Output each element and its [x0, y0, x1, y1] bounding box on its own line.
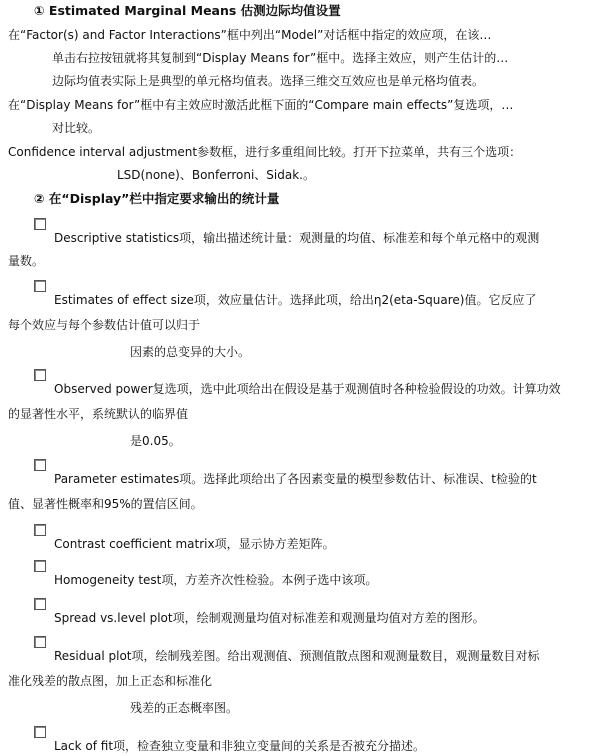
checkbox-homogeneity-test[interactable]: [34, 560, 46, 572]
option-description: Estimates of effect size项，效应量估计。选择此项，给出η2(eta-Square)值。它反应了: [54, 293, 537, 307]
paragraph-line: Confidence interval adjustment参数框，进行多重组间比较。打开下拉菜单，共有三个选项：: [8, 145, 522, 159]
option-description: Descriptive statistics项，输出描述统计量：观测量的均值、标准差和每个单元格中的观测: [54, 231, 540, 245]
option-description: 的显著性水平，系统默认的临界值: [8, 407, 189, 421]
paragraph-line: 边际均值表实际上是典型的单元格均值表。选择三维交互效应也是单元格均值表。: [52, 74, 485, 88]
option-description: Observed power复选项，选中此项给出在假设是基于观测值时各种检验假设的功效。计算功效: [54, 382, 561, 396]
checkbox-parameter-estimates[interactable]: [34, 459, 46, 471]
section2-heading: ② 在“Display”栏中指定要求输出的统计量: [34, 191, 280, 206]
checkbox-contrast-coefficient-matrix[interactable]: [34, 524, 46, 536]
option-description: 残差的正态概率图。: [130, 701, 239, 715]
option-description: 准化残差的散点图，加上正态和标准化: [8, 674, 213, 688]
option-description: Parameter estimates项。选择此项给出了各因素变量的模型参数估计、标准误、t检验的t: [54, 472, 537, 486]
paragraph-line: 单击右拉按钮就将其复制到“Display Means for”框中。选择主效应，则产生估计的…: [52, 51, 509, 65]
section1-heading: ① Estimated Marginal Means 估测边际均值设置: [34, 3, 341, 18]
option-description: Contrast coefficient matrix项，显示协方差矩阵。: [54, 537, 335, 551]
checkbox-observed-power[interactable]: [34, 369, 46, 381]
paragraph-line: 在“Factor(s) and Factor Interactions”框中列出“Model”对话框中指定的效应项，在该…: [8, 28, 492, 42]
checkbox-lack-of-fit[interactable]: [34, 726, 46, 738]
option-description: 每个效应与每个参数估计值可以归于: [8, 318, 201, 332]
paragraph-line: 在“Display Means for”框中有主效应时激活此框下面的“Compare main effects”复选项，…: [8, 98, 514, 112]
option-description: Lack of fit项，检查独立变量和非独立变量间的关系是否被充分描述。: [54, 739, 426, 753]
checkbox-spread-vs-level-plot[interactable]: [34, 598, 46, 610]
checkbox-estimates-of-effect-size[interactable]: [34, 280, 46, 292]
option-description: 因素的总变异的大小。: [130, 345, 251, 359]
paragraph-line: LSD(none)、Bonferroni、Sidak.。: [117, 168, 315, 182]
checkbox-descriptive-statistics[interactable]: [34, 218, 46, 230]
checkbox-residual-plot[interactable]: [34, 636, 46, 648]
paragraph-line: 对比较。: [52, 121, 101, 135]
option-description: 值、显著性概率和95%的置信区间。: [8, 497, 203, 511]
option-description: 是0.05。: [130, 434, 181, 448]
option-description: Homogeneity test项，方差齐次性检验。本例子选中该项。: [54, 573, 378, 587]
option-description: 量数。: [8, 254, 45, 268]
option-description: Spread vs.level plot项，绘制观测量均值对标准差和观测量均值对方差的图形。: [54, 611, 485, 625]
option-description: Residual plot项，绘制残差图。给出观测值、预测值散点图和观测量数目，观测量数目对标: [54, 649, 540, 663]
